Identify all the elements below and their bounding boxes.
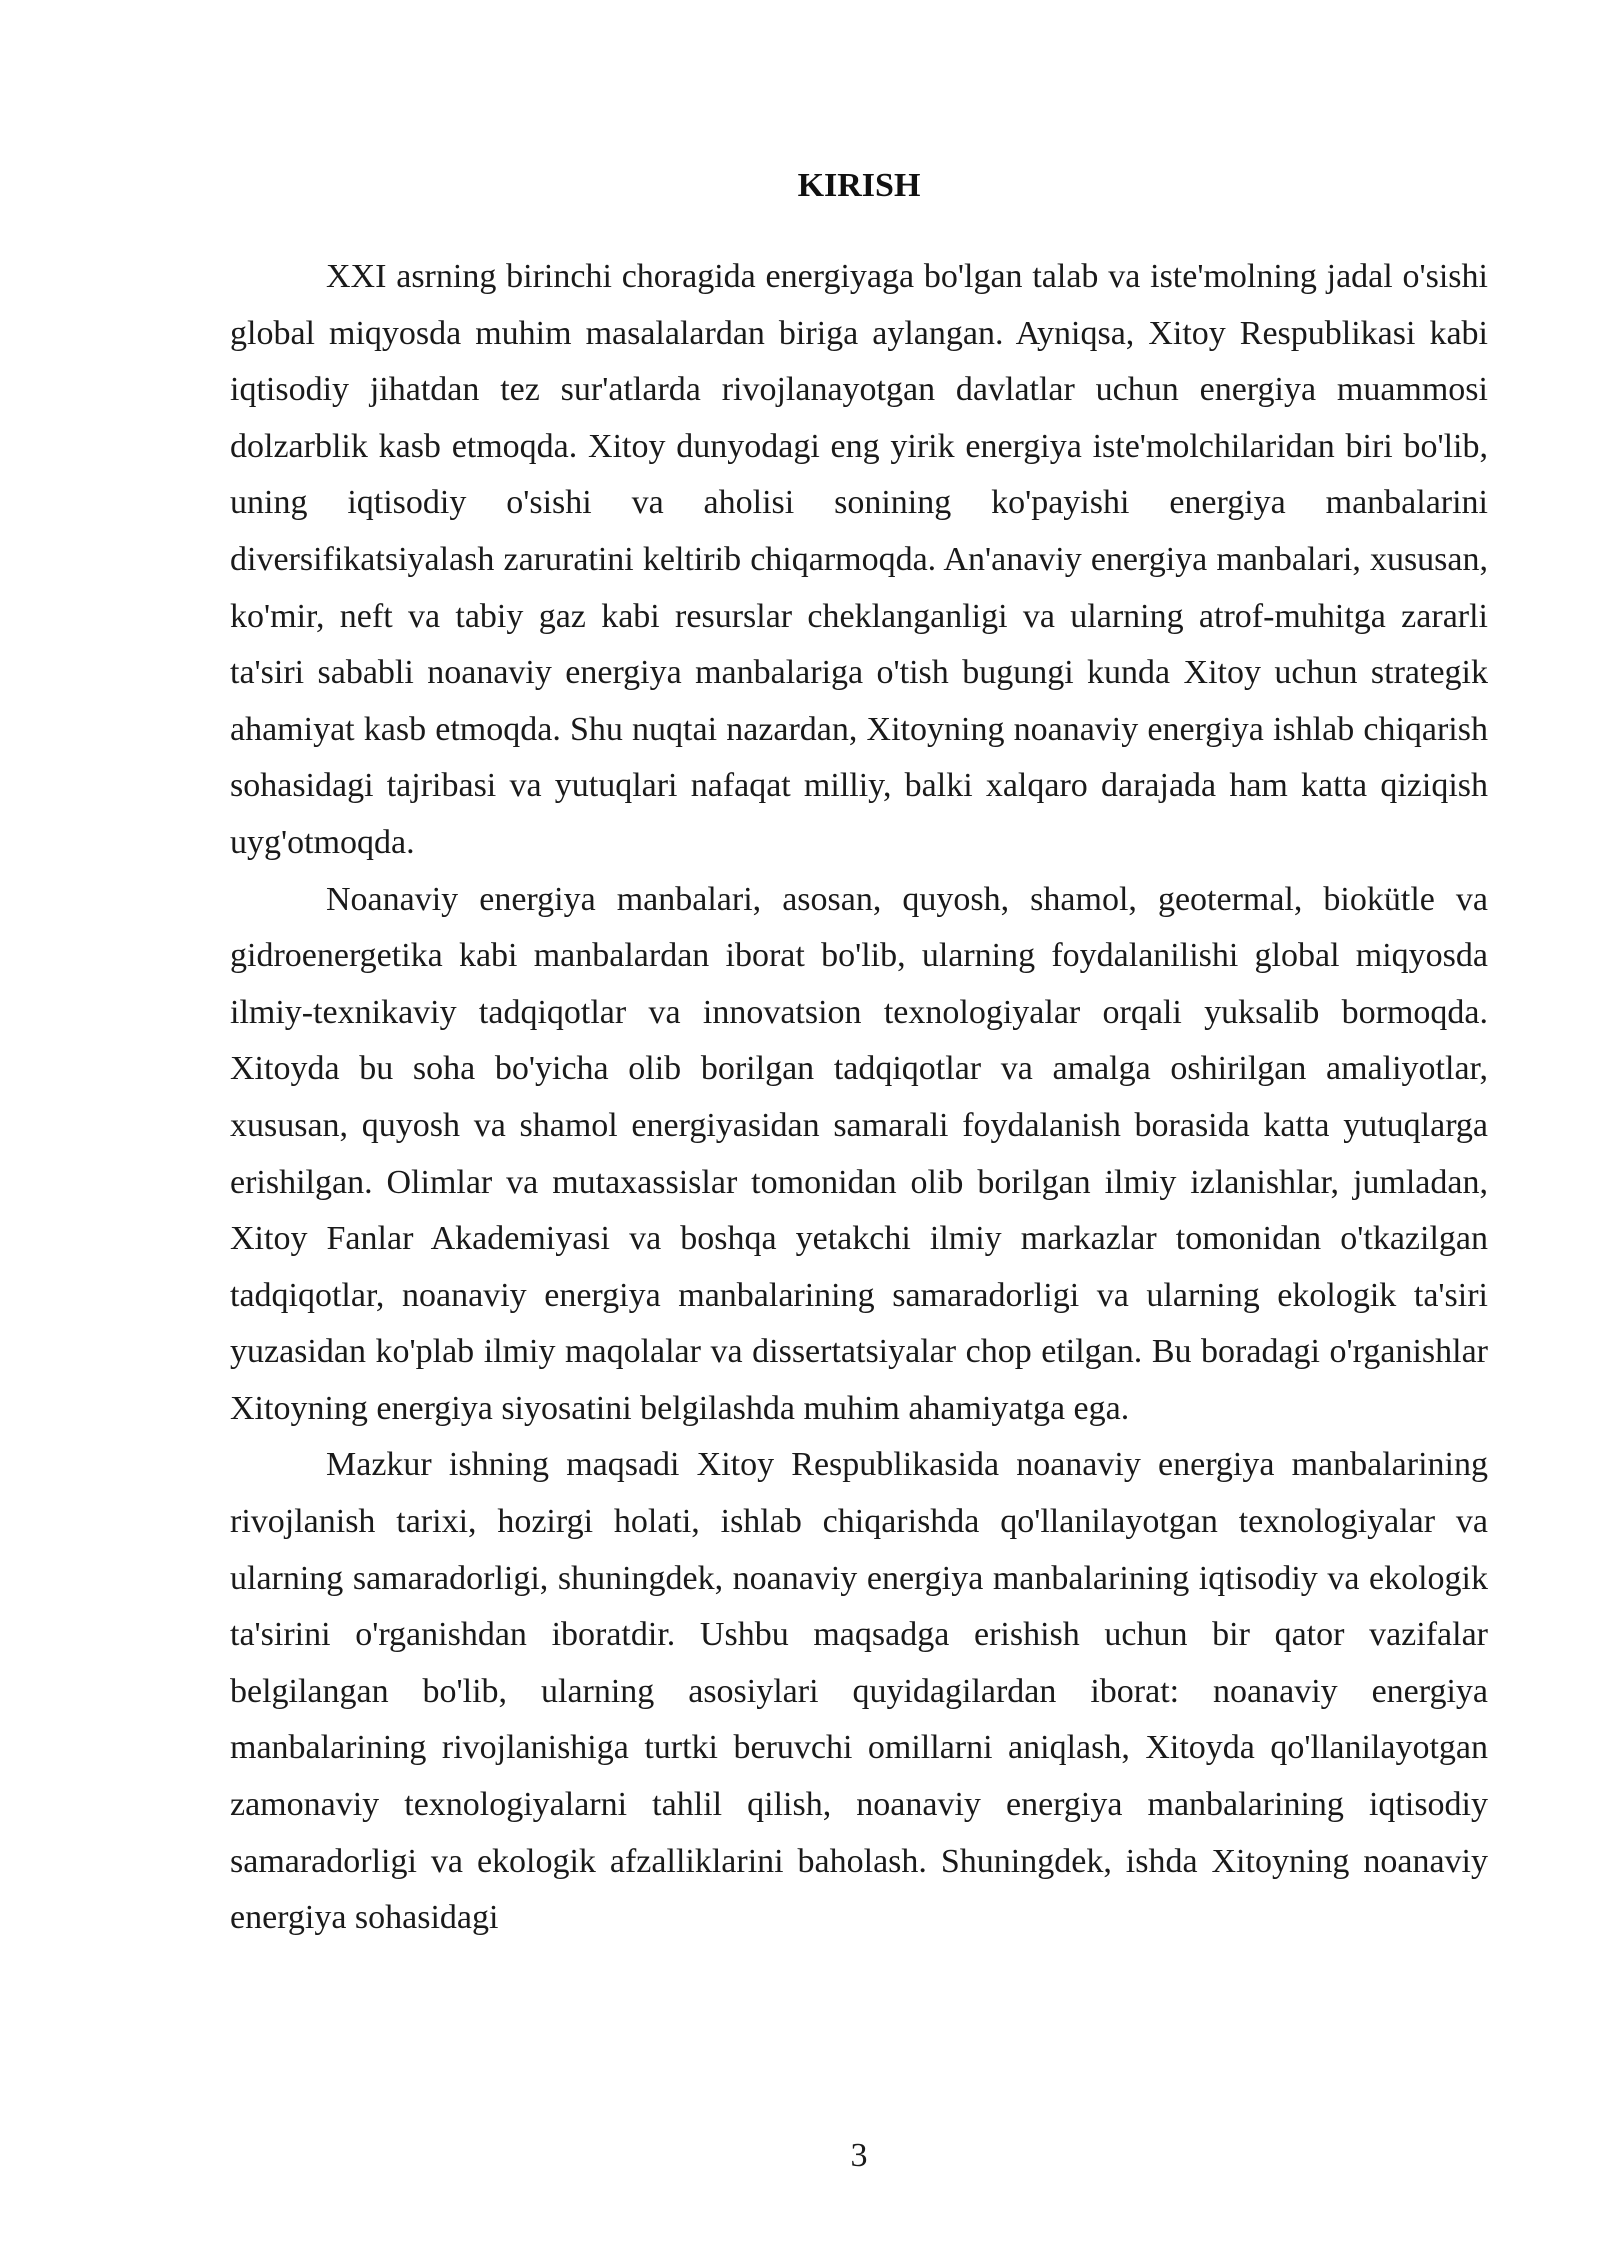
page-number: 3 bbox=[850, 2137, 868, 2174]
paragraph-1: XXI asrning birinchi choragida energiyaga bo'lgan talab va iste'molning jadal o'sishi global miqyosda muhim masalalardan biriga aylangan. Ayniqsa, Xitoy Respublikasi kabi iqtisodiy jihatdan tez sur'atlarda rivojlanayotgan davlatlar uchun energiya muammosi dolzarblik kasb etmoqda. Xitoy dunyodagi eng yirik energiya iste'molchilaridan biri bo'lib, uning iqtisodiy o'sishi va aholisi sonining ko'payishi energiya manbalarini diversifikatsiyalash zaruratini keltirib chiqarmoqda. An'anaviy energiya manbalari, xususan, ko'mir, neft va tabiy gaz kabi resurslar cheklanganligi va ularning atrof-muhitga zararli ta'siri sababli noanaviy energiya manbalariga o'tish bugungi kunda Xitoy uchun strategik ahamiyat kasb etmoqda. Shu nuqtai nazardan, Xitoyning noanaviy energiya ishlab chiqarish sohasidagi tajribasi va yutuqlari nafaqat milliy, balki xalqaro darajada ham katta qiziqish uyg'otmoqda. bbox=[230, 258, 1488, 861]
paragraph-2: Noanaviy energiya manbalari, asosan, quyosh, shamol, geotermal, biokütle va gidroenergetika kabi manbalardan iborat bo'lib, ularning foydalanilishi global miqyosda ilmiy-texnikaviy tadqiqotlar va innovatsion texnologiyalar orqali yuksalib bormoqda. Xitoyda bu soha bo'yicha olib borilgan tadqiqotlar va amalga oshirilgan amaliyotlar, xususan, quyosh va shamol energiyasidan samarali foydalanish borasida katta yutuqlarga erishilgan. Olimlar va mutaxassislar tomonidan olib borilgan ilmiy izlanishlar, jumladan, Xitoy Fanlar Akademiyasi va boshqa yetakchi ilmiy markazlar tomonidan o'tkazilgan tadqiqotlar, noanaviy energiya manbalarining samaradorligi va ularning ekologik ta'siri yuzasidan ko'plab ilmiy maqolalar va dissertatsiyalar chop etilgan. Bu boradagi o'rganishlar Xitoyning energiya siyosatini belgilashda muhim ahamiyatga ega. bbox=[230, 880, 1488, 1427]
paragraph-3: Mazkur ishning maqsadi Xitoy Respublikasida noanaviy energiya manbalarining rivojlanish tarixi, hozirgi holati, ishlab chiqarishda qo'llanilayotgan texnologiyalar va ularning samaradorligi, shuningdek, noanaviy energiya manbalarining iqtisodiy va ekologik ta'sirini o'rganishdan iboratdir. Ushbu maqsadga erishish uchun bir qator vazifalar belgilangan bo'lib, ularning asosiylari quyidagilardan iborat: noanaviy energiya manbalarining rivojlanishiga turtki beruvchi omillarni aniqlash, Xitoyda qo'llanilayotgan zamonaviy texnologiyalarni tahlil qilish, noanaviy energiya manbalarining iqtisodiy samaradorligi va ekologik afzalliklarini baholash. Shuningdek, ishda Xitoyning noanaviy energiya sohasidagi bbox=[230, 1446, 1488, 1937]
section-heading: KIRISH bbox=[797, 167, 921, 204]
body-text bbox=[230, 249, 1488, 1947]
